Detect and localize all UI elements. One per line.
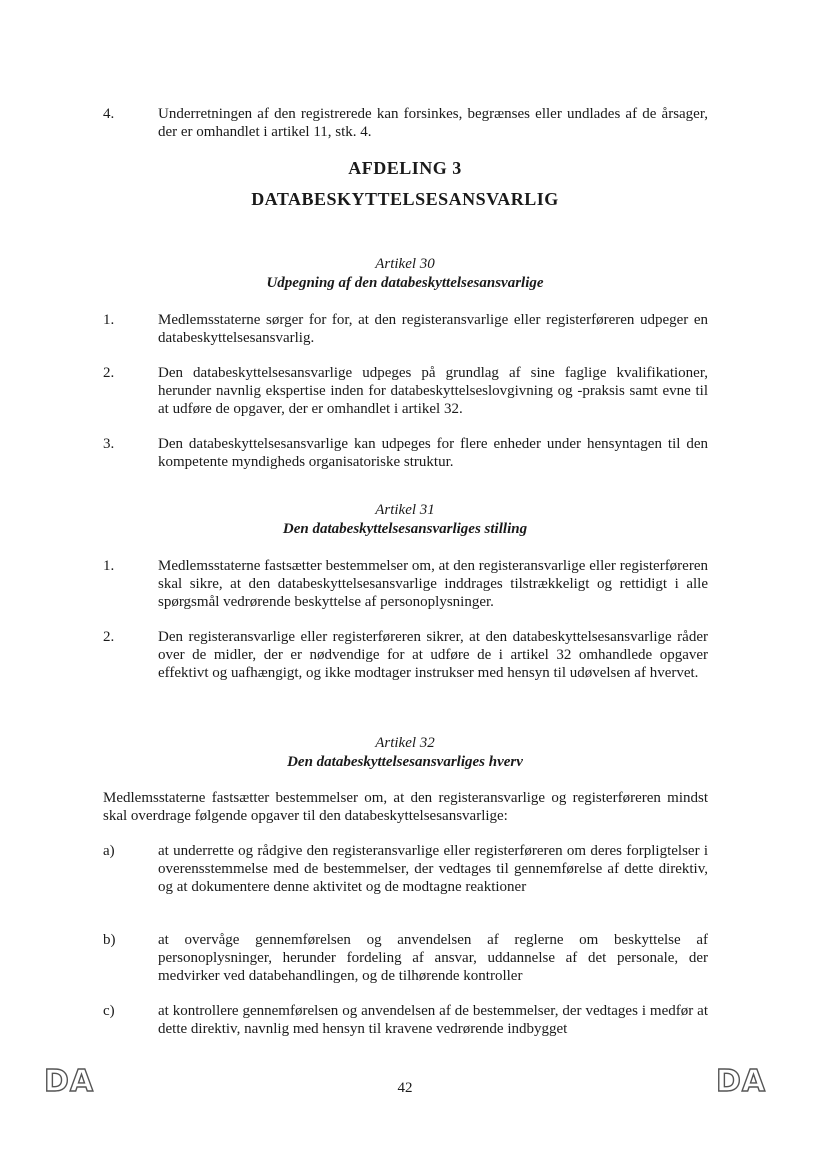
paragraph-text: Underretningen af den registrerede kan forsinkes, begrænses eller undlades af de årsager, der er omhandlet i artikel 11, stk. 4. bbox=[158, 106, 708, 140]
list-item-text: at overvåge gennemførelsen og anvendelsen af reglerne om beskyttelse af personoplysninger, herunder fordeling af ansvar, uddannelse af det personale, der medvirker ved databehandlingen, og de tilhørende kontroller bbox=[158, 932, 708, 984]
paragraph-number: 4. bbox=[103, 106, 115, 122]
section-title: AFDELING 3 bbox=[348, 158, 462, 178]
list-marker: c) bbox=[103, 1003, 115, 1019]
paragraph-number: 2. bbox=[103, 629, 115, 645]
article-title: Den databeskyttelsesansvarliges hverv bbox=[287, 754, 523, 770]
list-marker: b) bbox=[103, 932, 116, 948]
article-label: Artikel 31 bbox=[375, 502, 435, 518]
paragraph-number: 2. bbox=[103, 365, 115, 381]
list-marker: a) bbox=[103, 843, 115, 859]
article-label: Artikel 30 bbox=[375, 256, 435, 272]
paragraph-text: Medlemsstaterne fastsætter bestemmelser om, at den registeransvarlige eller registerføreren skal sikre, at den databeskyttelsesansvarlige inddrages tilstrækkeligt og rettidigt i alle spørgsmål vedrørende beskyttelse af personoplysninger. bbox=[158, 558, 708, 610]
language-code-right: DA bbox=[716, 1064, 767, 1099]
paragraph-text: Den databeskyttelsesansvarlige kan udpeges for flere enheder under hensyntagen til den kompetente myndigheds organisatoriske struktur. bbox=[158, 436, 708, 470]
language-code-left: DA bbox=[44, 1064, 95, 1099]
article-label: Artikel 32 bbox=[375, 735, 435, 751]
paragraph-text: Den registeransvarlige eller registerføreren sikrer, at den databeskyttelsesansvarlige råder over de midler, der er nødvendige for at udføre de i artikel 32 omhandlede opgaver effektivt og uafhængigt, og ikke modtager instrukser med hensyn til udøvelsen af hvervet. bbox=[158, 629, 708, 681]
section-subtitle: DATABESKYTTELSESANSVARLIG bbox=[251, 189, 559, 209]
list-item-text: at kontrollere gennemførelsen og anvendelsen af de bestemmelser, der vedtages i medfør at dette direktiv, navnlig med hensyn til kravene vedrørende indbygget bbox=[158, 1003, 708, 1037]
article-title: Den databeskyttelsesansvarliges stilling bbox=[282, 521, 528, 537]
paragraph-number: 3. bbox=[103, 436, 115, 452]
paragraph-number: 1. bbox=[103, 312, 115, 328]
paragraph-text: Den databeskyttelsesansvarlige udpeges på grundlag af sine faglige kvalifikationer, herunder navnlig ekspertise inden for databeskyttelseslovgivning og -praksis samt evne til at udføre de opgaver, der er omhandlet i artikel 32. bbox=[158, 365, 708, 417]
list-item-text: at underrette og rådgive den registeransvarlige eller registerføreren om deres forpligtelser i overensstemmelse med de bestemmelser, der vedtages til gennemførelse af dette direktiv, og at dokumentere denne aktivitet og de modtagne reaktioner bbox=[158, 843, 708, 895]
page-number: 42 bbox=[397, 1080, 413, 1096]
paragraph-text: Medlemsstaterne sørger for for, at den registeransvarlige eller registerføreren udpeger en databeskyttelsesansvarlig. bbox=[158, 312, 708, 346]
article-title: Udpegning af den databeskyttelsesansvarlige bbox=[266, 275, 544, 291]
paragraph-number: 1. bbox=[103, 558, 115, 574]
article-intro: Medlemsstaterne fastsætter bestemmelser om, at den registeransvarlige og registerføreren mindst skal overdrage følgende opgaver til den databeskyttelsesansvarlige: bbox=[103, 790, 708, 824]
